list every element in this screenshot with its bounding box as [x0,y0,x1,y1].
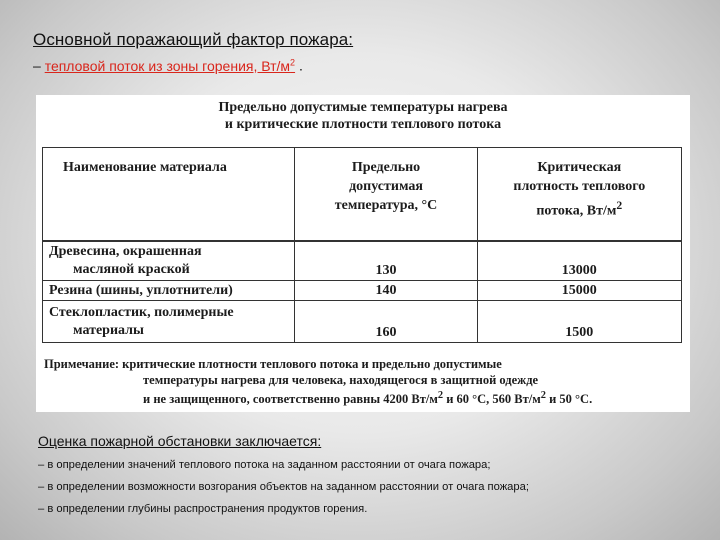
column-header-line-unit [482,196,677,221]
column-header-temperature [295,148,477,242]
column-header-line: Критическая [537,160,622,175]
column-header-line: допустимая [349,179,423,194]
column-header-line: температура, °С [334,198,438,213]
material-name-line: масляной краской [73,262,190,277]
note-text: критические плотности теплового потока и предельно допустимые [119,357,502,371]
list-item: – в определении значений теплового потока на заданном расстоянии от очага пожара; [38,459,491,471]
heat-flux-value: 15000 [477,281,681,301]
slide-title: Основной поражающий фактор пожара: [33,30,354,49]
subtitle-dash: – [33,57,45,74]
temperature-value: 130 [295,241,477,281]
panel-title-line: Предельно допустимые температуры нагрева [218,100,508,115]
note-text: и 60 °С, 560 Вт/м [443,392,541,407]
temperature-value: 160 [295,301,477,343]
unit-exponent: 2 [437,390,444,401]
note-line: температуры нагрева для человека, находящегося в защитной одежде [143,373,539,387]
note-line [44,388,684,407]
unit-exponent: 2 [616,199,623,212]
heat-flux-text [45,58,295,74]
panel-title [36,99,690,133]
column-header-line: Наименование материала [63,160,227,175]
table-row [43,241,682,281]
column-header-heat-flux [477,148,681,242]
heat-flux-value: 1500 [477,301,681,343]
materials-table [42,147,682,343]
column-header-material [43,148,295,242]
material-name-line: Древесина, окрашенная [49,244,202,259]
material-name [43,301,295,343]
assessment-list [38,456,529,522]
list-item: – в определении возможности возгорания объектов на заданном расстоянии от очага пожара; [38,481,529,493]
slide-subtitle [33,57,303,74]
column-header-line: потока, Вт/м [536,203,617,219]
note-line [44,356,684,372]
note-label: Примечание: [44,357,120,371]
heat-flux-label: тепловой поток из зоны горения, Вт/м [44,57,291,74]
heat-flux-unit-exponent: 2 [290,57,296,67]
unit-exponent: 2 [540,390,546,401]
table-note [44,356,684,407]
note-text: и 50 °С. [545,392,593,407]
material-name [43,241,295,281]
material-name-line: Стеклопластик, полимерные [49,304,234,320]
list-item: – в определении глубины распространения продуктов горения. [38,503,368,515]
note-text: и не защищенного, соответственно равны 4200 Вт/м [143,392,438,407]
column-header-line: плотность теплового [513,179,646,194]
table-row [43,301,682,343]
panel-title-line: и критические плотности теплового потока [224,117,502,132]
material-name-line: Резина (шины, уплотнители) [49,282,233,298]
temperature-value: 140 [295,281,477,301]
heat-flux-value: 13000 [477,241,681,281]
material-name [43,281,295,301]
reference-table-panel [36,95,690,412]
material-name-line: материалы [73,322,144,338]
table-row [43,281,682,301]
assessment-title: Оценка пожарной обстановки заключается: [38,433,322,449]
table-header-row [43,148,682,242]
subtitle-tail: . [295,57,303,74]
column-header-line: Предельно [351,160,421,175]
